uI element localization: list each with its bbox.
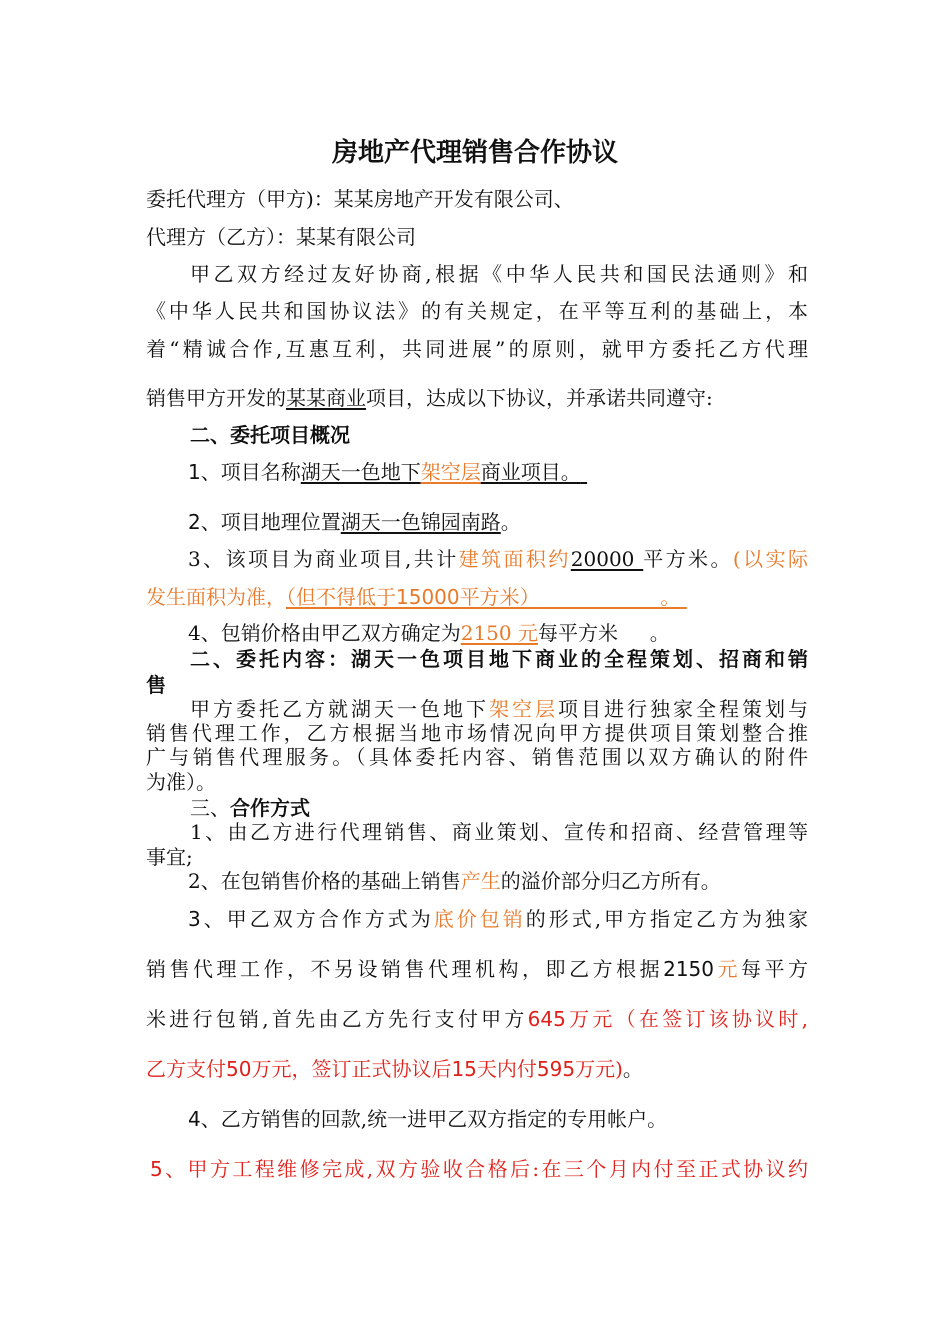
item-number: 2	[188, 510, 201, 534]
item-number: 3	[188, 907, 201, 931]
item-text-end: 的溢价部分归乙方所有。	[500, 869, 721, 893]
minimum-area-note: （但不得低于	[286, 585, 396, 609]
highlight-text: 产生	[460, 869, 501, 893]
paragraph-text: 甲方委托乙方就湖天一色地下	[190, 697, 489, 721]
minimum-area-value: 15000	[396, 585, 460, 609]
overview-item-2	[188, 511, 808, 534]
price-unit: 每平方	[741, 957, 809, 981]
cooperation-item-3-line-4	[146, 1058, 808, 1081]
highlight-text: 底价包销	[433, 907, 526, 931]
cooperation-item-3-line-3	[146, 1008, 808, 1031]
payment-text-end: 万元)	[575, 1057, 623, 1081]
payment-days: 15	[451, 1057, 477, 1081]
payment-note: 万元（在签订该协议时,	[565, 1007, 809, 1031]
minimum-area-end: 。	[660, 585, 681, 609]
area-label: 建筑面积约	[458, 547, 571, 571]
item-text: 、项目地理位置	[200, 510, 341, 534]
payment-amount: 645	[527, 1007, 566, 1031]
item-number: 4	[188, 1107, 201, 1131]
payment-text: 乙方支付	[146, 1057, 226, 1081]
area-unit: 平方米。	[643, 547, 733, 571]
cooperation-item-5	[150, 1158, 808, 1181]
overview-item-4	[188, 622, 808, 645]
price-currency: 元	[714, 957, 742, 981]
sentence-end: 。	[622, 1057, 643, 1081]
item-text: 3、该项目为商业项目,共计	[188, 547, 459, 571]
overview-item-3-line-1	[188, 548, 808, 571]
cooperation-item-3-line-2	[146, 958, 808, 981]
payment-text: 天内付	[476, 1057, 537, 1081]
intro-text: 销售甲方开发的	[146, 386, 286, 410]
highlight-text: 架空层	[420, 460, 481, 484]
item-text: 4、包销价格由甲乙双方确定为	[188, 621, 461, 645]
paragraph-text-end: 项目进行独家全程策划与	[558, 697, 808, 721]
minimum-area-unit: 平方米）	[459, 585, 540, 609]
intro-text-end: 项目，达成以下协议，并承诺共同遵守:	[366, 386, 713, 410]
item-text: 、甲方工程维修完成,双方验收合格后:在三个月内付至正式协议约	[162, 1157, 808, 1181]
project-name: 湖天一色地下	[300, 460, 421, 484]
content-paragraph-line-4: 为准）。	[146, 770, 216, 794]
item-text: 、乙方销售的回款,统一进甲乙双方指定的专用帐户。	[200, 1107, 668, 1131]
highlight-text: 架空层	[489, 697, 558, 721]
overview-item-1	[188, 461, 808, 484]
area-value: 20000	[570, 547, 644, 571]
project-name-end: 商业项目。	[480, 460, 581, 484]
project-location: 湖天一色锦园南路	[340, 510, 501, 534]
cooperation-item-4	[188, 1108, 808, 1131]
price-unit: 每平方米	[538, 621, 618, 645]
item-number: 1	[188, 460, 201, 484]
second-payment: 595	[536, 1057, 576, 1081]
content-paragraph-line-1	[190, 698, 808, 721]
item-text-end: 。	[500, 510, 521, 534]
area-note: (以实际	[732, 547, 809, 571]
intro-line-4	[146, 387, 808, 410]
content-paragraph-line-2: 销售代理工作，乙方根据当地市场情况向甲方提供项目策划整合推	[146, 721, 808, 745]
document-title: 房地产代理销售合作协议	[331, 138, 618, 168]
overview-item-3-line-2	[146, 586, 808, 609]
cooperation-item-1-cont: 事宜;	[146, 845, 193, 869]
item-text: 米进行包销,首先由乙方先行支付甲方	[146, 1007, 528, 1031]
heading-text: 合作方式	[230, 796, 310, 820]
first-payment: 50	[226, 1057, 252, 1081]
section-heading-content: 二、委托内容：湖天一色项目地下商业的全程策划、招商和销	[190, 647, 808, 671]
item-text: 、项目名称	[200, 460, 301, 484]
section-heading-cooperation	[190, 797, 808, 820]
content-paragraph-line-3: 广与销售代理服务。（具体委托内容、销售范围以双方确认的附件	[146, 745, 808, 769]
cooperation-item-1: 1、由乙方进行代理销售、商业策划、宣传和招商、经营管理等	[190, 820, 808, 844]
price-value: 2150 元	[460, 621, 538, 645]
item-text-end: 。	[649, 621, 670, 645]
intro-line-1: 甲乙双方经过友好协商,根据《中华人民共和国民法通则》和	[190, 262, 808, 286]
section-heading-overview: 二、委托项目概况	[190, 423, 350, 447]
price-value: 2150	[663, 957, 714, 981]
cooperation-item-2	[188, 870, 808, 893]
cooperation-item-3-line-1	[188, 908, 808, 931]
intro-line-2: 《中华人民共和国协议法》的有关规定，在平等互利的基础上，本	[146, 299, 808, 323]
intro-line-3: 着“精诚合作,互惠互利，共同进展”的原则，就甲方委托乙方代理	[146, 337, 808, 361]
section-heading-content-cont: 售	[146, 673, 166, 697]
item-text: 2、在包销售价格的基础上销售	[188, 869, 461, 893]
party-a-line: 委托代理方（甲方)：某某房地产开发有限公司、	[146, 187, 574, 211]
area-note-cont: 发生面积为准，	[146, 585, 286, 609]
item-text: 、甲乙双方合作方式为	[200, 907, 434, 931]
item-text-cont: 的形式,甲方指定乙方为独家	[525, 907, 809, 931]
heading-number: 三、	[190, 796, 230, 820]
payment-text: 万元，签订正式协议后	[251, 1057, 452, 1081]
item-number: 5	[150, 1157, 163, 1181]
party-b-line: 代理方（乙方）：某某有限公司	[146, 225, 416, 249]
project-name-underlined: 某某商业	[286, 386, 366, 410]
item-text: 销售代理工作，不另设销售代理机构，即乙方根据	[146, 957, 664, 981]
